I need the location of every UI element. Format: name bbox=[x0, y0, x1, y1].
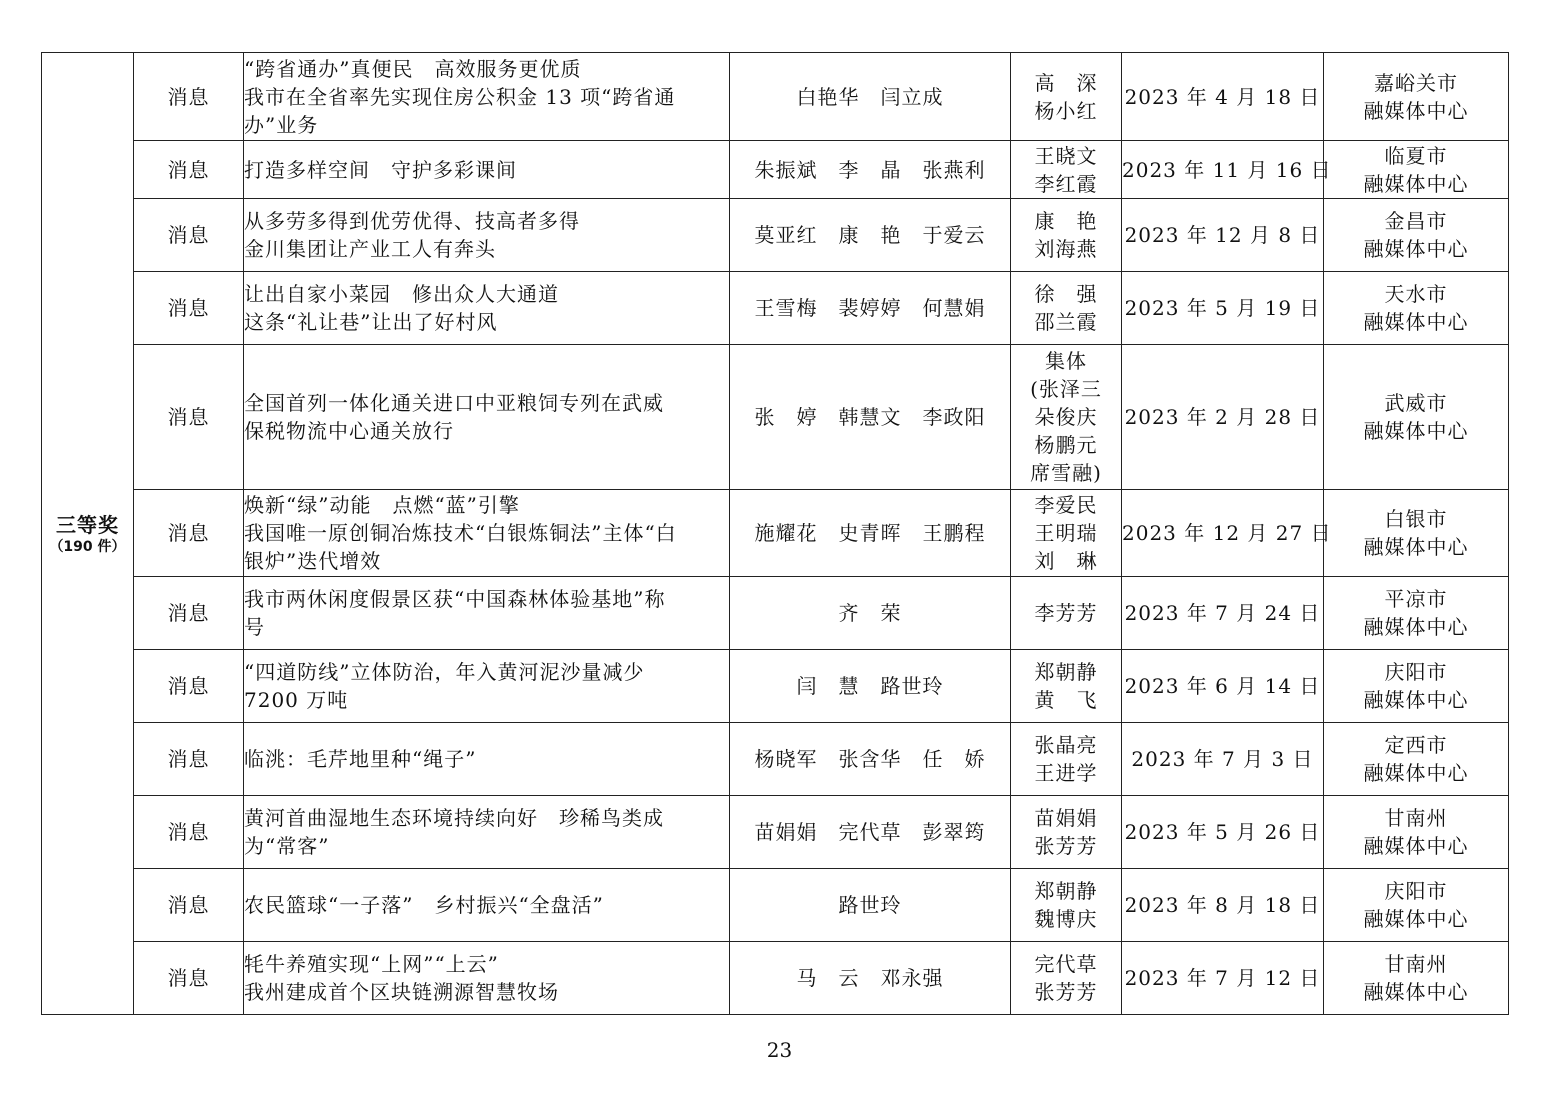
title-line: 打造多样空间 守护多彩课间 bbox=[244, 157, 517, 182]
genre-cell: 消息 bbox=[134, 199, 244, 272]
title-cell bbox=[244, 199, 730, 272]
genre-cell: 消息 bbox=[134, 577, 244, 650]
publishing-unit-cell: 临夏市 融媒体中心 bbox=[1324, 141, 1509, 199]
prize-count: （190 件） bbox=[49, 538, 126, 555]
editors-cell: 李爱民 王明瑞 刘 琳 bbox=[1011, 490, 1122, 577]
authors-cell: 路世玲 bbox=[730, 869, 1011, 942]
editors-cell: 郑朝静 黄 飞 bbox=[1011, 650, 1122, 723]
editors-cell: 王晓文 李红霞 bbox=[1011, 141, 1122, 199]
publishing-unit-cell: 金昌市 融媒体中心 bbox=[1324, 199, 1509, 272]
publishing-unit-cell: 天水市 融媒体中心 bbox=[1324, 272, 1509, 345]
table-row bbox=[42, 345, 1509, 490]
title-cell bbox=[244, 490, 730, 577]
title-line: 牦牛养殖实现“上网”“上云” bbox=[244, 952, 499, 976]
table-row bbox=[42, 942, 1509, 1015]
table-row bbox=[42, 141, 1509, 199]
publish-date-cell: 2023 年 7 月 24 日 bbox=[1122, 577, 1324, 650]
table-row bbox=[42, 650, 1509, 723]
authors-cell: 齐 荣 bbox=[730, 577, 1011, 650]
table-body bbox=[42, 53, 1509, 1015]
title-cell bbox=[244, 942, 730, 1015]
title-line: 这条“礼让巷”让出了好村风 bbox=[244, 310, 498, 334]
publishing-unit-cell: 甘南州 融媒体中心 bbox=[1324, 942, 1509, 1015]
title-cell bbox=[244, 141, 730, 199]
title-cell bbox=[244, 796, 730, 869]
title-line: 号 bbox=[244, 615, 265, 639]
genre-cell: 消息 bbox=[134, 141, 244, 199]
title-line: 我州建成首个区块链溯源智慧牧场 bbox=[244, 980, 559, 1004]
publishing-unit-cell: 定西市 融媒体中心 bbox=[1324, 723, 1509, 796]
title-line: 临洮：毛芹地里种“绳子” bbox=[244, 747, 477, 771]
authors-cell: 施耀花 史青晖 王鹏程 bbox=[730, 490, 1011, 577]
table-row bbox=[42, 490, 1509, 577]
publish-date-cell: 2023 年 7 月 12 日 bbox=[1122, 942, 1324, 1015]
title-line: 金川集团让产业工人有奔头 bbox=[244, 237, 496, 261]
publishing-unit-cell: 平凉市 融媒体中心 bbox=[1324, 577, 1509, 650]
title-line: “跨省通办”真便民 高效服务更优质 bbox=[244, 56, 582, 81]
title-line: 我国唯一原创铜冶炼技术“白银炼铜法”主体“白 bbox=[244, 521, 677, 545]
publishing-unit-cell: 白银市 融媒体中心 bbox=[1324, 490, 1509, 577]
title-line: 办”业务 bbox=[244, 112, 319, 137]
title-cell bbox=[244, 869, 730, 942]
genre-cell: 消息 bbox=[134, 796, 244, 869]
publishing-unit-cell: 嘉峪关市 融媒体中心 bbox=[1324, 53, 1509, 141]
table-row bbox=[42, 199, 1509, 272]
title-line: 我市在全省率先实现住房公积金 13 项“跨省通 bbox=[244, 84, 676, 109]
title-line: 焕新“绿”动能 点燃“蓝”引擎 bbox=[244, 493, 520, 517]
genre-cell: 消息 bbox=[134, 490, 244, 577]
prize-category-cell bbox=[42, 53, 134, 1015]
page-number: 23 bbox=[766, 1038, 793, 1062]
publishing-unit-cell: 武威市 融媒体中心 bbox=[1324, 345, 1509, 490]
title-line: 黄河首曲湿地生态环境持续向好 珍稀鸟类成 bbox=[244, 806, 664, 830]
publish-date-cell: 2023 年 12 月 8 日 bbox=[1122, 199, 1324, 272]
genre-cell: 消息 bbox=[134, 942, 244, 1015]
table-row bbox=[42, 869, 1509, 942]
genre-cell: 消息 bbox=[134, 869, 244, 942]
title-line: 农民篮球“一子落” 乡村振兴“全盘活” bbox=[244, 893, 604, 917]
editors-cell: 高 深 杨小红 bbox=[1011, 53, 1122, 141]
table-row bbox=[42, 272, 1509, 345]
authors-cell: 朱振斌 李 晶 张燕利 bbox=[730, 141, 1011, 199]
authors-cell: 王雪梅 裴婷婷 何慧娟 bbox=[730, 272, 1011, 345]
authors-cell: 闫 慧 路世玲 bbox=[730, 650, 1011, 723]
authors-cell: 杨晓军 张含华 任 娇 bbox=[730, 723, 1011, 796]
publish-date-cell: 2023 年 2 月 28 日 bbox=[1122, 345, 1324, 490]
publish-date-cell: 2023 年 5 月 19 日 bbox=[1122, 272, 1324, 345]
title-cell bbox=[244, 272, 730, 345]
publish-date-cell: 2023 年 5 月 26 日 bbox=[1122, 796, 1324, 869]
title-cell bbox=[244, 53, 730, 141]
title-cell bbox=[244, 650, 730, 723]
title-line: 保税物流中心通关放行 bbox=[244, 419, 454, 443]
publish-date-cell: 2023 年 7 月 3 日 bbox=[1122, 723, 1324, 796]
authors-cell: 苗娟娟 完代草 彭翠筠 bbox=[730, 796, 1011, 869]
publish-date-cell: 2023 年 4 月 18 日 bbox=[1122, 53, 1324, 141]
publishing-unit-cell: 庆阳市 融媒体中心 bbox=[1324, 650, 1509, 723]
publishing-unit-cell: 甘南州 融媒体中心 bbox=[1324, 796, 1509, 869]
title-line: 7200 万吨 bbox=[244, 688, 349, 712]
authors-cell: 莫亚红 康 艳 于爱云 bbox=[730, 199, 1011, 272]
authors-cell: 张 婷 韩慧文 李政阳 bbox=[730, 345, 1011, 490]
title-line: 让出自家小菜园 修出众人大通道 bbox=[244, 282, 559, 306]
table-row bbox=[42, 53, 1509, 141]
editors-cell: 集体 (张泽三 朵俊庆 杨鹏元 席雪融) bbox=[1011, 345, 1122, 490]
genre-cell: 消息 bbox=[134, 272, 244, 345]
table-row bbox=[42, 723, 1509, 796]
editors-cell: 康 艳 刘海燕 bbox=[1011, 199, 1122, 272]
editors-cell: 徐 强 邵兰霞 bbox=[1011, 272, 1122, 345]
editors-cell: 郑朝静 魏博庆 bbox=[1011, 869, 1122, 942]
genre-cell: 消息 bbox=[134, 723, 244, 796]
title-cell bbox=[244, 723, 730, 796]
editors-cell: 张晶亮 王进学 bbox=[1011, 723, 1122, 796]
title-line: 为“常客” bbox=[244, 834, 330, 858]
title-cell bbox=[244, 345, 730, 490]
award-table bbox=[41, 52, 1509, 1015]
title-cell bbox=[244, 577, 730, 650]
table-row bbox=[42, 577, 1509, 650]
publishing-unit-cell: 庆阳市 融媒体中心 bbox=[1324, 869, 1509, 942]
publish-date-cell: 2023 年 6 月 14 日 bbox=[1122, 650, 1324, 723]
publish-date-cell: 2023 年 12 月 27 日 bbox=[1122, 490, 1324, 577]
title-line: 全国首列一体化通关进口中亚粮饲专列在武威 bbox=[244, 391, 664, 415]
genre-cell: 消息 bbox=[134, 650, 244, 723]
title-line: 从多劳多得到优劳优得、技高者多得 bbox=[244, 209, 580, 233]
prize-name: 三等奖 bbox=[56, 512, 119, 537]
title-line: 银炉”迭代增效 bbox=[244, 549, 382, 573]
genre-cell: 消息 bbox=[134, 345, 244, 490]
genre-cell: 消息 bbox=[134, 53, 244, 141]
table-row bbox=[42, 796, 1509, 869]
publish-date-cell: 2023 年 8 月 18 日 bbox=[1122, 869, 1324, 942]
editors-cell: 李芳芳 bbox=[1011, 577, 1122, 650]
authors-cell: 白艳华 闫立成 bbox=[730, 53, 1011, 141]
authors-cell: 马 云 邓永强 bbox=[730, 942, 1011, 1015]
editors-cell: 完代草 张芳芳 bbox=[1011, 942, 1122, 1015]
publish-date-cell: 2023 年 11 月 16 日 bbox=[1122, 141, 1324, 199]
title-line: 我市两休闲度假景区获“中国森林体验基地”称 bbox=[244, 587, 666, 611]
editors-cell: 苗娟娟 张芳芳 bbox=[1011, 796, 1122, 869]
title-line: “四道防线”立体防治，年入黄河泥沙量减少 bbox=[244, 660, 645, 684]
